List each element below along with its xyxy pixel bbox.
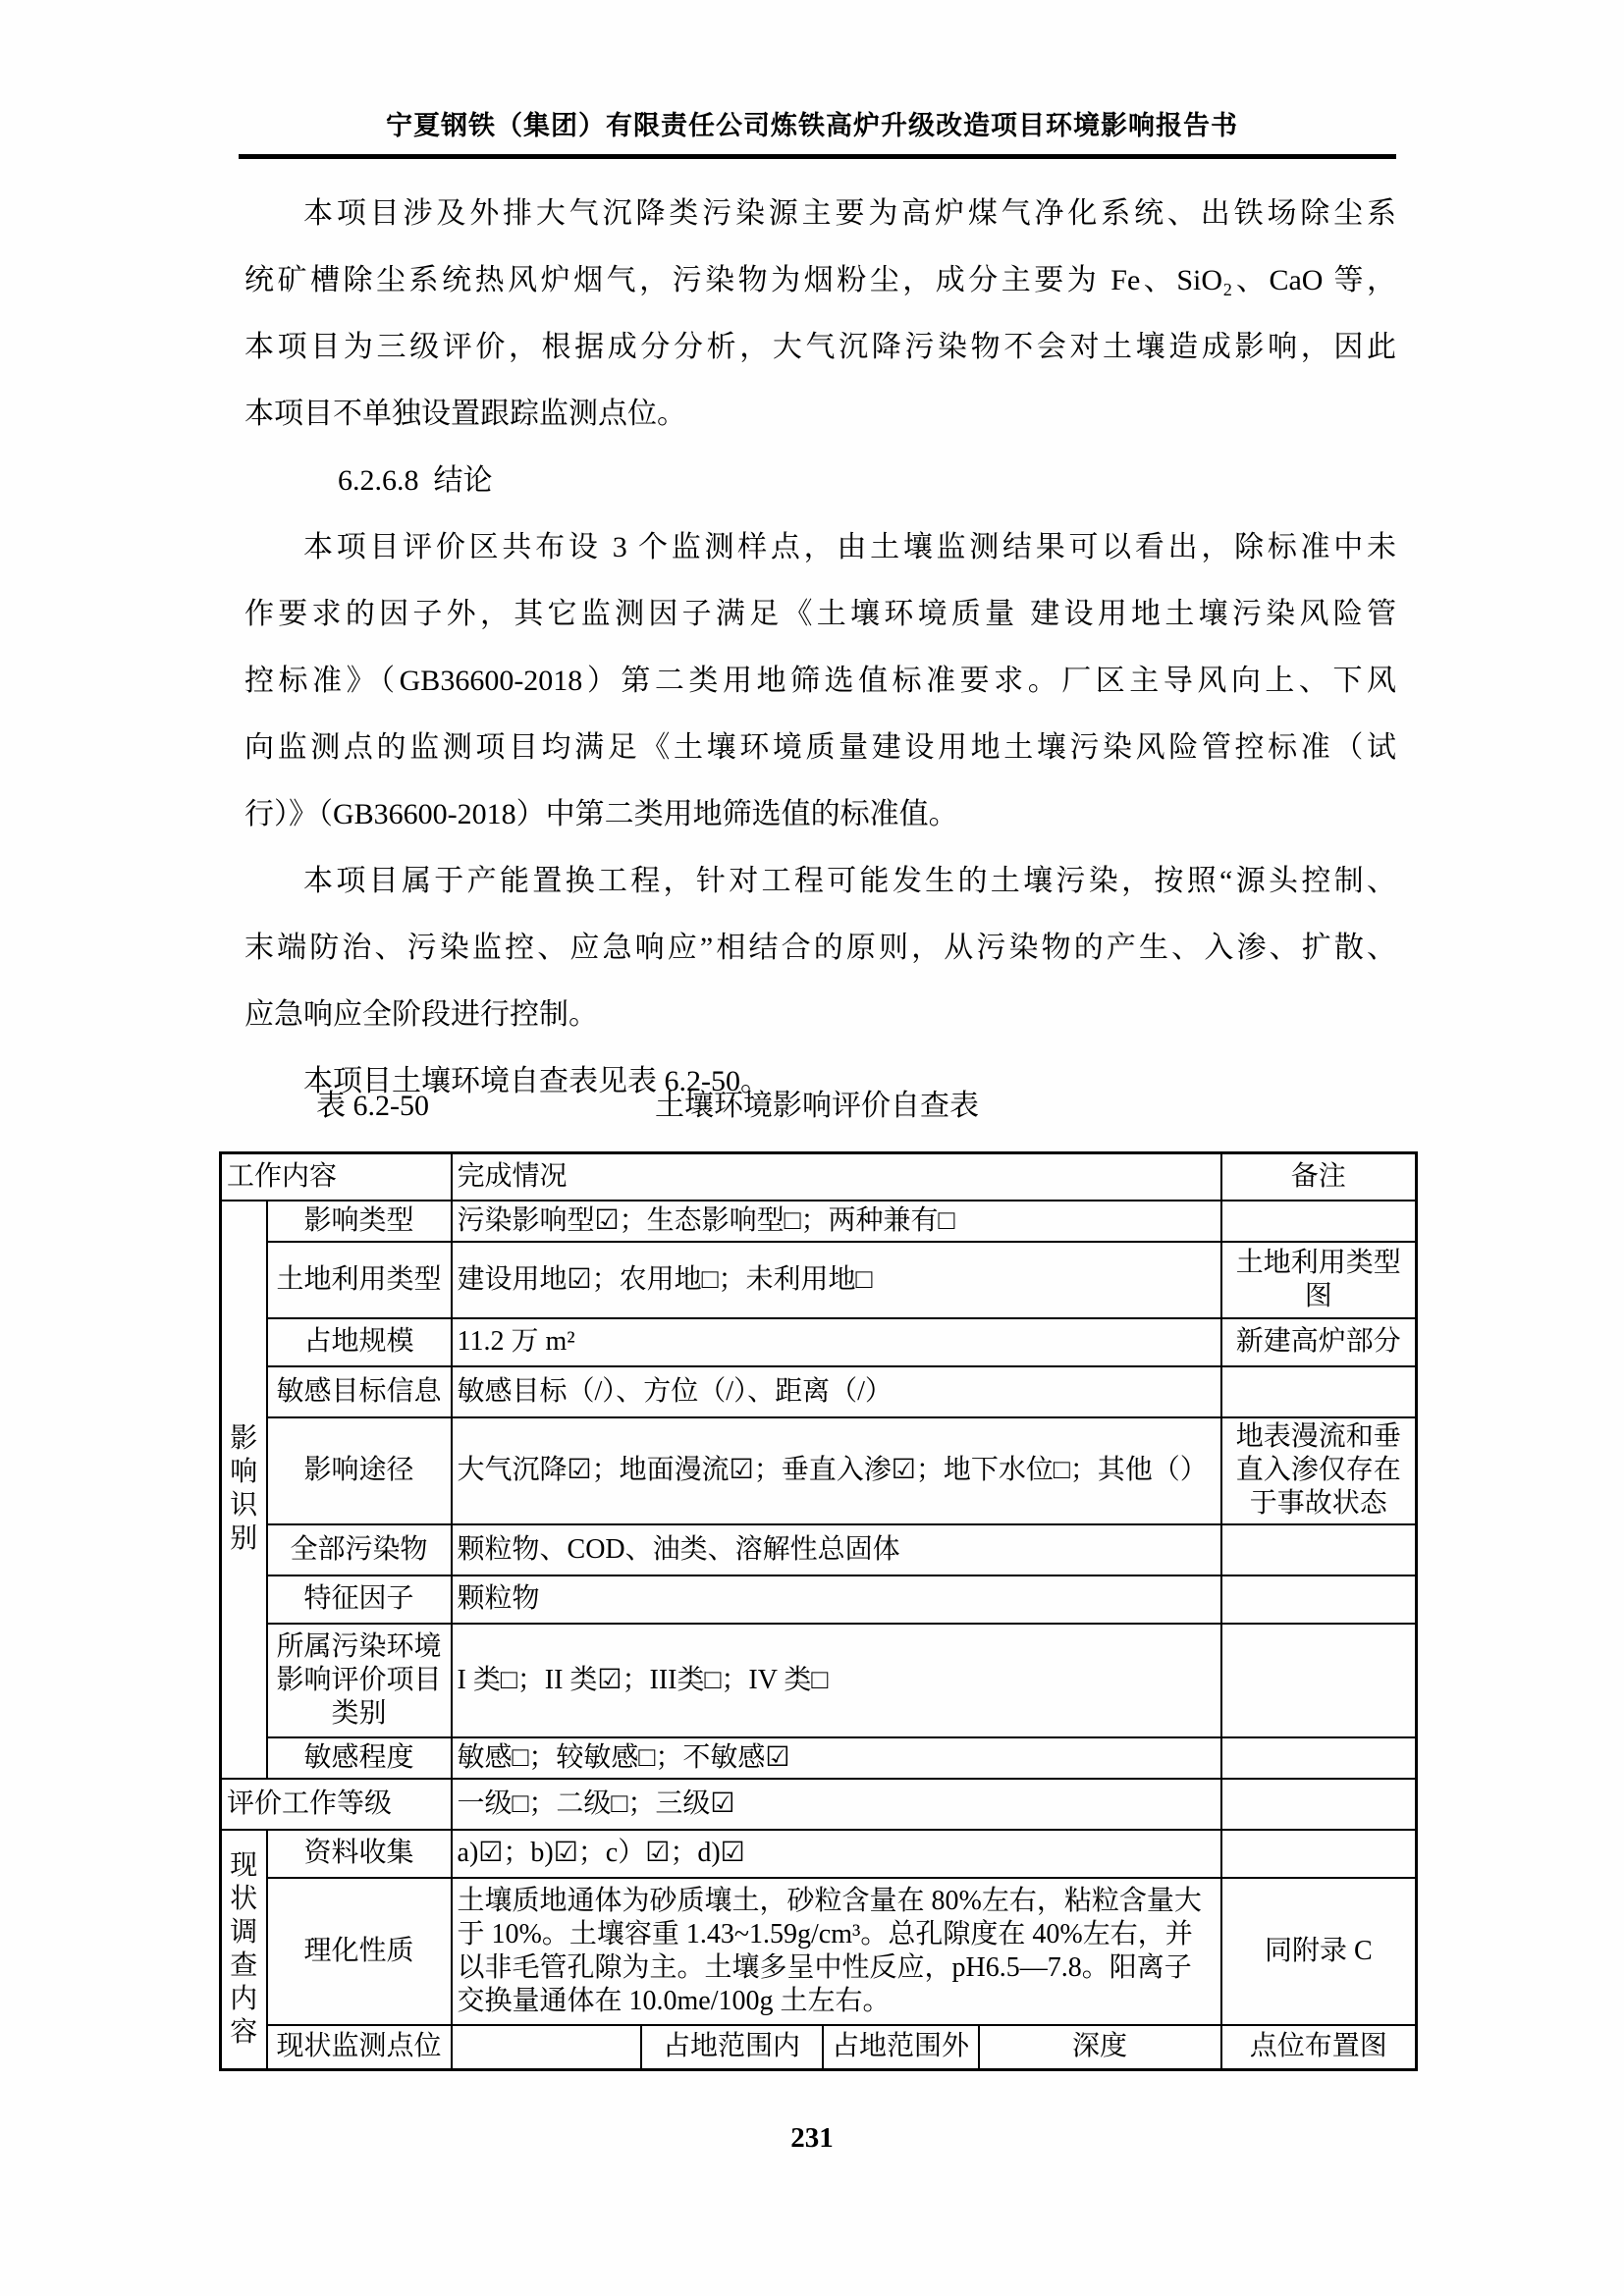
row-label: 土地利用类型: [267, 1242, 452, 1318]
row-content: 颗粒物、COD、油类、溶解性总固体: [452, 1524, 1221, 1575]
body-text: [244, 181, 1396, 1115]
page-number: 231: [790, 2122, 834, 2154]
header-cell-work-content: 工作内容: [221, 1153, 452, 1201]
row-remark: [1221, 1575, 1417, 1624]
monitor-subcell-empty: [452, 2025, 641, 2070]
paragraph-line: 本项目涉及外排大气沉降类污染源主要为高炉煤气净化系统、出铁场除尘系: [303, 197, 1396, 230]
row-all-pollutants: [221, 1524, 1417, 1575]
row-content: 颗粒物: [452, 1575, 1221, 1624]
row-label: 敏感目标信息: [267, 1366, 452, 1417]
row-content: 污染影响型☑；生态影响型□；两种兼有□: [452, 1201, 1221, 1242]
row-content: 大气沉降☑；地面漫流☑；垂直入渗☑；地下水位□；其他（）: [452, 1417, 1221, 1524]
row-remark: [1221, 1830, 1417, 1878]
row-remark: 新建高炉部分: [1221, 1318, 1417, 1366]
row-impact-pathway: [221, 1417, 1417, 1524]
row-land-area: [221, 1318, 1417, 1366]
row-evaluation-grade: [221, 1779, 1417, 1830]
paragraph-line: 行）》（GB36600-2018）中第二类用地筛选值的标准值。: [244, 798, 958, 830]
table-caption: [219, 1082, 1415, 1131]
row-data-collection: [221, 1830, 1417, 1878]
row-label: 占地规模: [267, 1318, 452, 1366]
row-content: a)☑；b)☑；c）☑；d)☑: [452, 1830, 1221, 1878]
paragraph-line: 本项目评价区共布设 3 个监测样点，由土壤监测结果可以看出，除标准中未: [303, 531, 1396, 563]
row-remark: [1221, 1524, 1417, 1575]
row-content: 一级□；二级□；三级☑: [452, 1779, 1221, 1830]
table-header-row: [221, 1153, 1417, 1201]
row-label: 全部污染物: [267, 1524, 452, 1575]
row-content: 土壤质地通体为砂质壤土，砂粒含量在 80%左右，粘粒含量大于 10%。土壤容重 1.43~1.59g/cm³。总孔隙度在 40%左右，并以非毛管孔隙为主。土壤多呈中性反应，pH6.5—7.8。阳离子交换量通体在 10.0me/100g 土左右。: [452, 1878, 1221, 2025]
row-label: 敏感程度: [267, 1737, 452, 1779]
row-remark: 同附录 C: [1221, 1878, 1417, 2025]
row-content: 建设用地☑；农用地□；未利用地□: [452, 1242, 1221, 1318]
row-label: 理化性质: [267, 1878, 452, 2025]
row-remark: [1221, 1624, 1417, 1737]
row-label: 评价工作等级: [221, 1779, 452, 1830]
row-project-category: [221, 1624, 1417, 1737]
paragraph-line: 作要求的因子外，其它监测因子满足《土壤环境质量 建设用地土壤污染风险管: [244, 598, 1396, 630]
table-caption-title: 土壤环境影响评价自查表: [655, 1090, 979, 1122]
row-physicochemical: [221, 1878, 1417, 2025]
row-characteristic-factor: [221, 1575, 1417, 1624]
row-remark: [1221, 1366, 1417, 1417]
paragraph-line: 统矿槽除尘系统热风炉烟气，污染物为烟粉尘，成分主要为 Fe、SiO₂、CaO 等，: [244, 264, 1396, 296]
row-remark: 点位布置图: [1221, 2025, 1417, 2070]
row-remark: 土地利用类型图: [1221, 1242, 1417, 1318]
paragraph-line: 末端防治、污染监控、应急响应”相结合的原则，从污染物的产生、入渗、扩散、: [244, 932, 1396, 964]
header-cell-completion: 完成情况: [452, 1153, 1221, 1201]
row-monitoring-points: [221, 2025, 1417, 2070]
paragraph-line: 本项目属于产能置换工程，针对工程可能发生的土壤污染，按照“源头控制、: [303, 865, 1396, 897]
table-caption-number: 表 6.2-50: [316, 1090, 429, 1122]
header-cell-remark: 备注: [1221, 1153, 1417, 1201]
row-label: 现状监测点位: [267, 2025, 452, 2070]
row-content: 敏感□；较敏感□；不敏感☑: [452, 1737, 1221, 1779]
paragraph-line: 本项目土壤环境自查表见表 6.2-50。: [303, 1065, 770, 1097]
row-content: I 类□；II 类☑；III类□；IV 类□: [452, 1624, 1221, 1737]
row-label: 影响途径: [267, 1417, 452, 1524]
row-sensitive-target-info: [221, 1366, 1417, 1417]
monitor-subcell-depth: 深度: [979, 2025, 1221, 2070]
row-label: 资料收集: [267, 1830, 452, 1878]
monitor-subcell-inside-area: 占地范围内: [641, 2025, 823, 2070]
row-label: 所属污染环境影响评价项目类别: [267, 1624, 452, 1737]
row-remark: 地表漫流和垂直入渗仅存在于事故状态: [1221, 1417, 1417, 1524]
row-remark: [1221, 1737, 1417, 1779]
soil-self-check-table: [219, 1151, 1418, 2071]
row-content: 11.2 万 m²: [452, 1318, 1221, 1366]
paragraph-line: 应急响应全阶段进行控制。: [244, 998, 598, 1031]
row-sensitivity: [221, 1737, 1417, 1779]
header-rule: [239, 154, 1396, 159]
group-cell-impact-identification: 影响识别: [221, 1201, 267, 1779]
paragraph-line: 本项目为三级评价，根据成分分析，大气沉降污染物不会对土壤造成影响，因此: [244, 331, 1396, 363]
paragraph-line: 控标准》（GB36600-2018）第二类用地筛选值标准要求。厂区主导风向上、下风: [244, 665, 1396, 697]
row-remark: [1221, 1779, 1417, 1830]
section-heading: 6.2.6.8 结论: [338, 464, 493, 497]
monitor-subcell-outside-area: 占地范围外: [823, 2025, 979, 2070]
row-remark: [1221, 1201, 1417, 1242]
paragraph-line: 向监测点的监测项目均满足《土壤环境质量建设用地土壤污染风险管控标准（试: [244, 731, 1396, 764]
row-label: 特征因子: [267, 1575, 452, 1624]
row-land-use-type: [221, 1242, 1417, 1318]
row-content: 敏感目标（/）、方位（/）、距离（/）: [452, 1366, 1221, 1417]
group-cell-status-survey: 现状调查内容: [221, 1830, 267, 2070]
paragraph-line: 本项目不单独设置跟踪监测点位。: [244, 398, 686, 430]
row-impact-type: [221, 1201, 1417, 1242]
row-label: 影响类型: [267, 1201, 452, 1242]
report-header-title: 宁夏钢铁（集团）有限责任公司炼铁高炉升级改造项目环境影响报告书: [386, 111, 1238, 140]
